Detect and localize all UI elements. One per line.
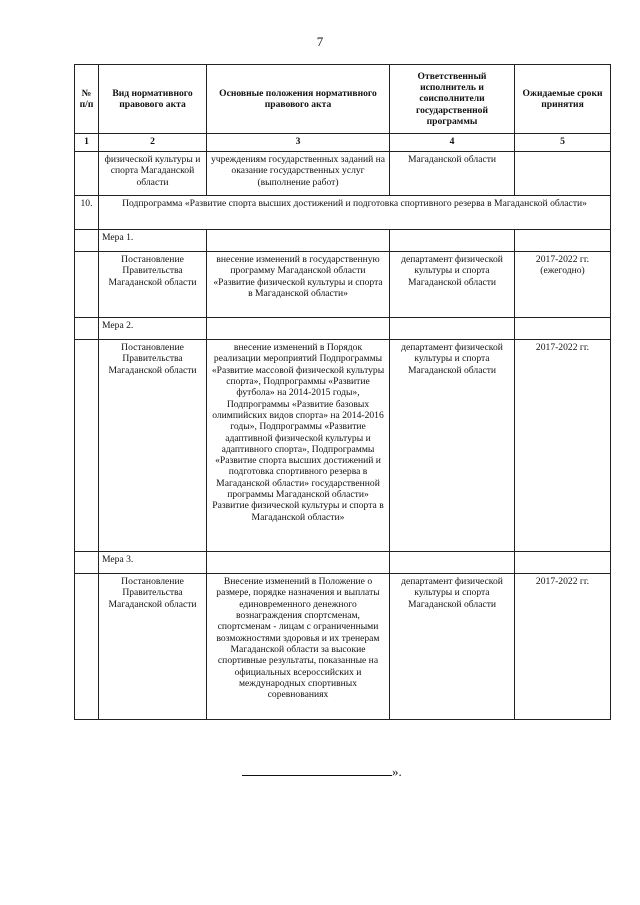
- cell-term: 2017-2022 гг.: [515, 340, 611, 552]
- column-number-row: [75, 134, 611, 152]
- measure-row: [75, 252, 611, 318]
- cell-provisions: внесение изменений в Порядок реализации мероприятий Подпрограммы «Развитие массовой физической культуры спорта», Подпрограммы «Развитие футбола» на 2014-2015 годы», Подпрограммы «Развитие базовых олимпийских видов спорта» на 2014-2016 годы», Подпрограммы «Развитие адаптивной физической культуры и адаптивного спорта», Подпрограммы «Развитие спорта высших достижений и подготовка спортивного резерва в Магаданской области» государственной программы Магаданской области» Развитие физической культуры и спорта в Магаданской области»: [207, 340, 390, 552]
- cell-act-type: физической культуры и спорта Магаданской области: [99, 152, 207, 196]
- cell-term: [515, 152, 611, 196]
- cell-empty: [515, 318, 611, 340]
- measure-row: [75, 574, 611, 720]
- closing-quote: ».: [392, 764, 402, 779]
- header-provisions: Основные положения нормативного правового акта: [207, 65, 390, 134]
- measure-label: Мера 3.: [99, 552, 207, 574]
- continuation-row: [75, 152, 611, 196]
- cell-num: [75, 318, 99, 340]
- cell-empty: [515, 230, 611, 252]
- signoff: [242, 764, 402, 780]
- cell-provisions: учреждениям государственных заданий на оказание государственных услуг (выполнение работ): [207, 152, 390, 196]
- cell-executor: департамент физической культуры и спорта Магаданской области: [390, 574, 515, 720]
- header-term: Ожидаемые сроки принятия: [515, 65, 611, 134]
- cell-empty: [390, 552, 515, 574]
- cell-empty: [207, 318, 390, 340]
- cell-num: [75, 252, 99, 318]
- subprogram-title: Подпрограмма «Развитие спорта высших достижений и подготовка спортивного резерва в Магаданской области»: [99, 196, 611, 230]
- cell-act-type: Постановление Правительства Магаданской области: [99, 340, 207, 552]
- cell-term: 2017-2022 гг.: [515, 574, 611, 720]
- header-act-type: Вид нормативного правового акта: [99, 65, 207, 134]
- cell-executor: департамент физической культуры и спорта Магаданской области: [390, 252, 515, 318]
- column-number: 4: [390, 134, 515, 152]
- measure-row: [75, 340, 611, 552]
- header-num: № п/п: [75, 65, 99, 134]
- cell-empty: [515, 552, 611, 574]
- cell-empty: [207, 230, 390, 252]
- column-number: 2: [99, 134, 207, 152]
- cell-executor: департамент физической культуры и спорта Магаданской области: [390, 340, 515, 552]
- cell-num: [75, 230, 99, 252]
- subprogram-row: [75, 196, 611, 230]
- legal-acts-table: [74, 64, 611, 720]
- column-number: 5: [515, 134, 611, 152]
- signature-line: [242, 766, 392, 776]
- cell-num: [75, 340, 99, 552]
- column-number: 3: [207, 134, 390, 152]
- cell-empty: [390, 230, 515, 252]
- cell-term: 2017-2022 гг. (ежегодно): [515, 252, 611, 318]
- measure-label: Мера 1.: [99, 230, 207, 252]
- measure-label: Мера 2.: [99, 318, 207, 340]
- table-header-row: [75, 65, 611, 134]
- cell-act-type: Постановление Правительства Магаданской области: [99, 252, 207, 318]
- subprogram-num: 10.: [75, 196, 99, 230]
- measure-label-row: [75, 318, 611, 340]
- cell-provisions: Внесение изменений в Положение о размере, порядке назначения и выплаты единовременного денежного вознаграждения спортсменам, спортсменам - лицам с ограниченными возможностями здоровья и их тренерам Магаданской области за высокие спортивные результаты, показанные на официальных всероссийских и международных спортивных соревнованиях: [207, 574, 390, 720]
- header-executor: Ответственный исполнитель и соисполнители государственной программы: [390, 65, 515, 134]
- cell-num: [75, 552, 99, 574]
- cell-act-type: Постановление Правительства Магаданской области: [99, 574, 207, 720]
- cell-empty: [207, 552, 390, 574]
- column-number: 1: [75, 134, 99, 152]
- cell-executor: Магаданской области: [390, 152, 515, 196]
- cell-provisions: внесение изменений в государственную программу Магаданской области «Развитие физической культуры и спорта в Магаданской области»: [207, 252, 390, 318]
- cell-num: [75, 152, 99, 196]
- measure-label-row: [75, 552, 611, 574]
- measure-label-row: [75, 230, 611, 252]
- page-number: 7: [316, 34, 324, 49]
- cell-num: [75, 574, 99, 720]
- cell-empty: [390, 318, 515, 340]
